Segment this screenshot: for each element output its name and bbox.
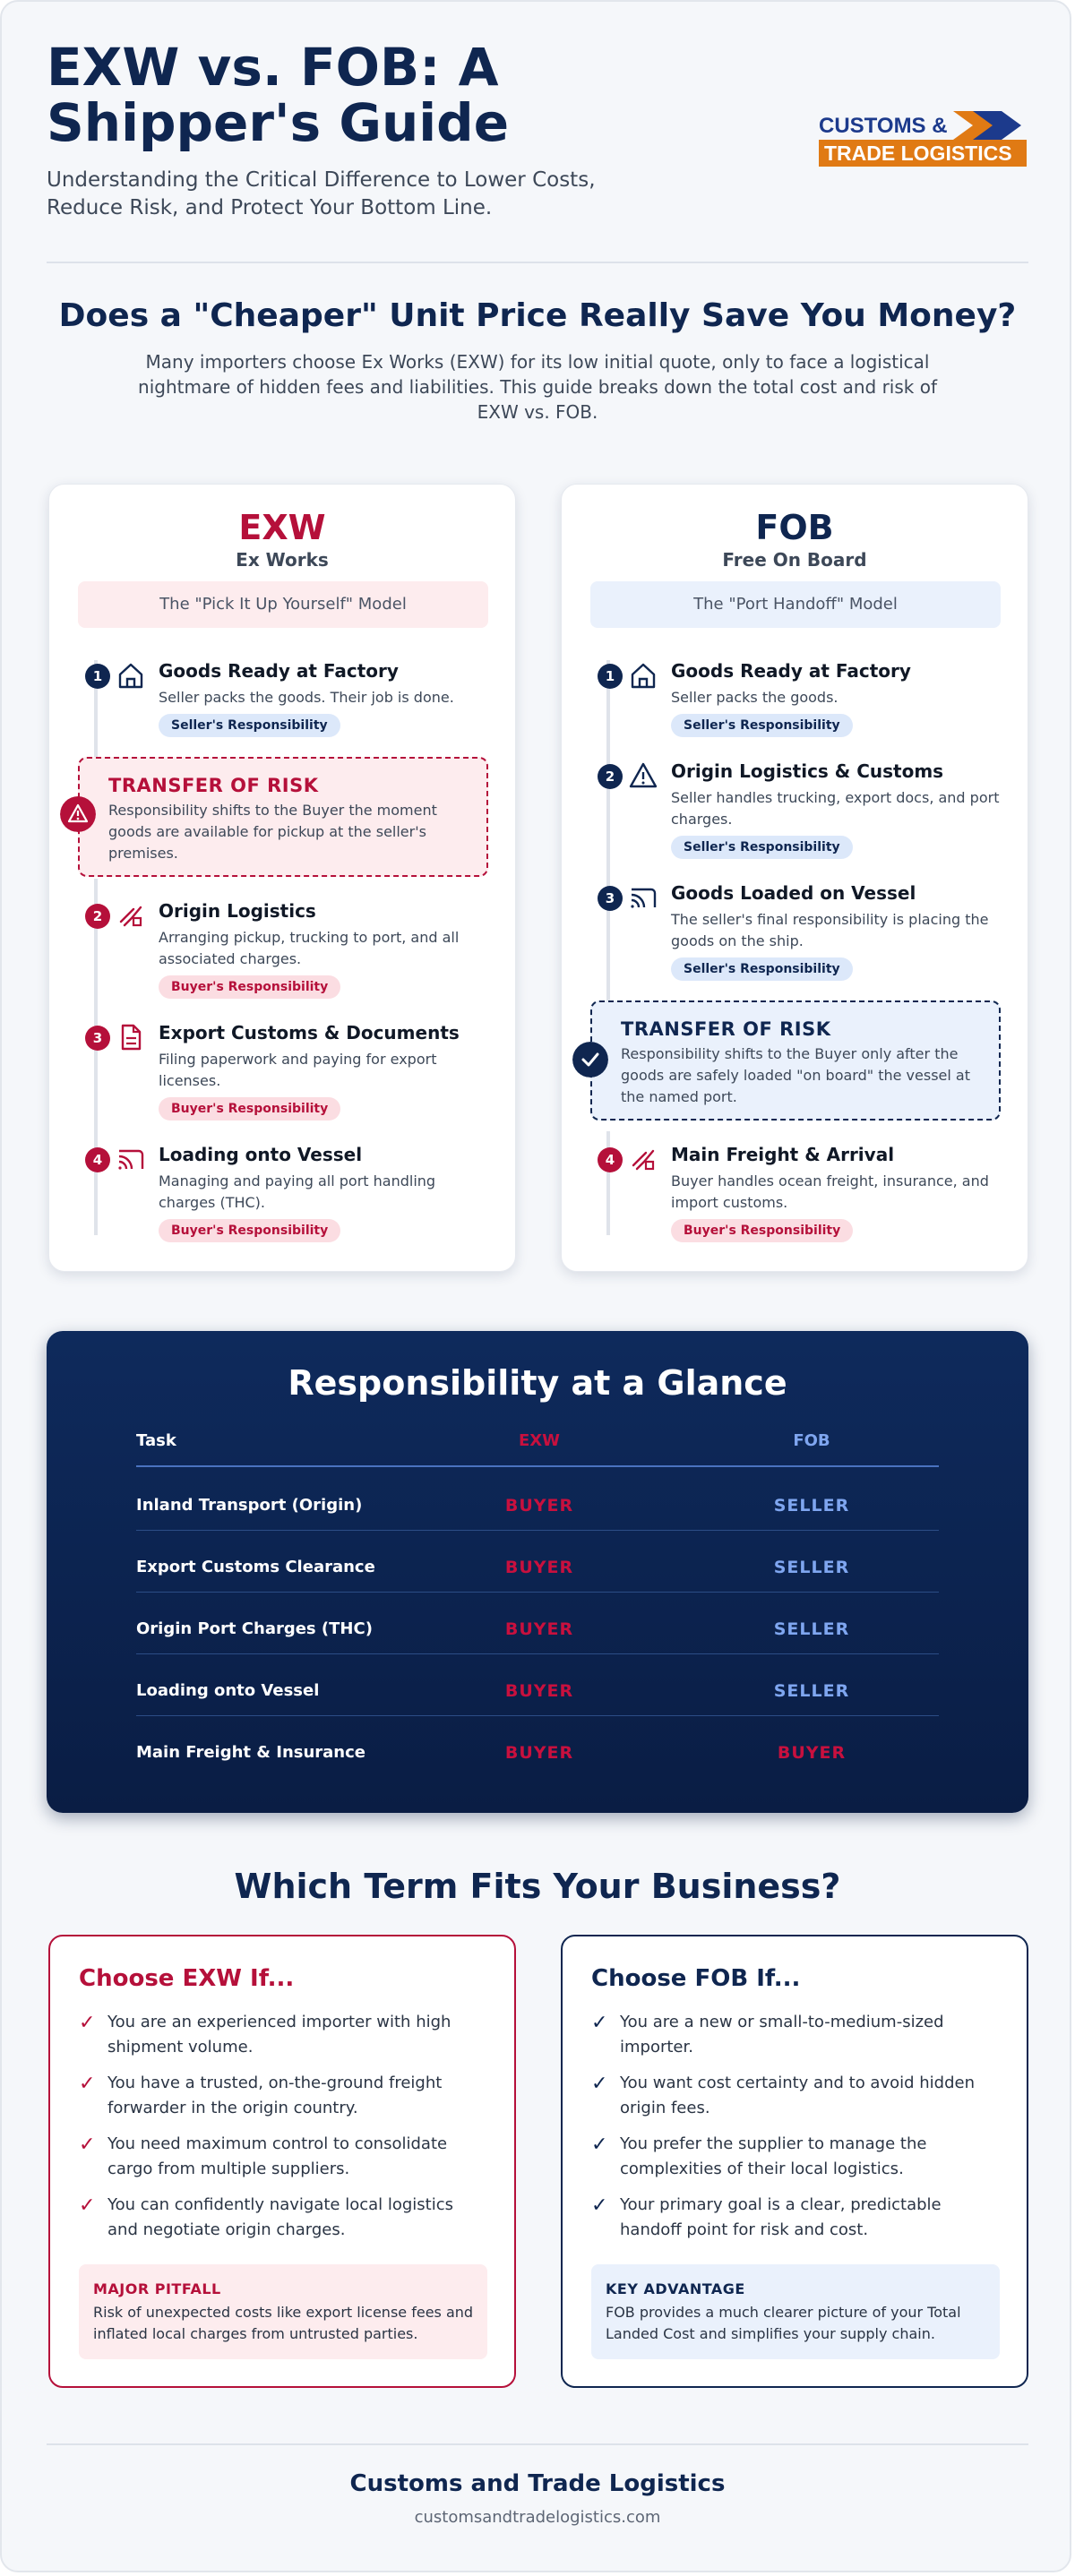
fob-model: The "Port Handoff" Model bbox=[590, 581, 1001, 628]
task-cell: Main Freight & Insurance bbox=[136, 1743, 366, 1762]
row-divider bbox=[136, 1715, 939, 1716]
step-desc: Managing and paying all port handling charges (THC). bbox=[159, 1172, 436, 1211]
list-item-text: You are an experienced importer with high shipment volume. bbox=[108, 2013, 452, 2057]
advantage-callout bbox=[591, 2264, 1000, 2359]
exw-cell: BUYER bbox=[504, 1558, 574, 1577]
column-header-fob: FOB bbox=[793, 1431, 830, 1450]
row-divider bbox=[136, 1530, 939, 1531]
intro-heading: Does a "Cheaper" Unit Price Really Save You Money? bbox=[58, 297, 1017, 334]
responsibility-badge: Seller's Responsibility bbox=[671, 836, 853, 859]
footer-url-link[interactable]: customsandtradelogistics.com bbox=[414, 2508, 661, 2527]
page-title: EXW vs. FOB: A Shipper's Guide bbox=[47, 37, 510, 153]
fob-cell: SELLER bbox=[773, 1558, 850, 1577]
fit-title: Choose FOB If... bbox=[591, 1965, 801, 1992]
exw-cell: BUYER bbox=[504, 1619, 574, 1639]
step-number: 4 bbox=[85, 1147, 110, 1172]
table-heading: Responsibility at a Glance bbox=[288, 1363, 787, 1403]
timeline-line bbox=[94, 879, 98, 1235]
pitfall-callout bbox=[79, 2264, 487, 2359]
fob-cell: SELLER bbox=[773, 1681, 850, 1701]
fob-code: FOB bbox=[755, 508, 834, 547]
exw-risk-box bbox=[78, 757, 488, 877]
intro-text: Many importers choose Ex Works (EXW) for its low initial quote, only to face a logistical nightmare of hidden fees and liabilities. This guide breaks down the total cost and risk of EXW vs. FOB. bbox=[138, 351, 937, 423]
warning-icon bbox=[628, 760, 658, 791]
task-cell: Origin Port Charges (THC) bbox=[136, 1619, 373, 1638]
step-title: Main Freight & Arrival bbox=[671, 1144, 895, 1165]
choose-fob-card bbox=[561, 1935, 1028, 2388]
list-item-text: You have a trusted, on-the-ground freight forwarder in the origin country. bbox=[108, 2074, 443, 2117]
house-icon bbox=[628, 660, 658, 691]
step-desc: Seller packs the goods. bbox=[671, 689, 838, 706]
svg-text:CUSTOMS &: CUSTOMS & bbox=[819, 114, 948, 138]
step-title: Origin Logistics & Customs bbox=[671, 760, 944, 782]
callout-title: MAJOR PITFALL bbox=[93, 2280, 221, 2297]
fit-heading: Which Term Fits Your Business? bbox=[234, 1867, 841, 1906]
risk-title: TRANSFER OF RISK bbox=[108, 775, 319, 796]
ship-icon bbox=[116, 1144, 146, 1174]
step-title: Origin Logistics bbox=[159, 900, 316, 922]
fob-cell: SELLER bbox=[773, 1619, 850, 1639]
responsibility-badge: Seller's Responsibility bbox=[671, 957, 853, 981]
step-desc: The seller's final responsibility is placing the goods on the ship. bbox=[671, 911, 989, 949]
document-icon bbox=[116, 1022, 146, 1052]
task-cell: Loading onto Vessel bbox=[136, 1681, 320, 1700]
step-number: 1 bbox=[85, 664, 110, 689]
step-number: 3 bbox=[85, 1026, 110, 1051]
list-item-text: You can confidently navigate local logistics and negotiate origin charges. bbox=[108, 2195, 454, 2239]
step-number: 2 bbox=[598, 764, 623, 789]
fob-card bbox=[561, 484, 1028, 1272]
responsibility-badge: Seller's Responsibility bbox=[671, 714, 853, 737]
header-divider bbox=[136, 1465, 939, 1467]
step-number: 1 bbox=[598, 664, 623, 689]
task-cell: Export Customs Clearance bbox=[136, 1558, 375, 1576]
responsibility-badge: Buyer's Responsibility bbox=[159, 1097, 340, 1121]
column-header-task: Task bbox=[136, 1431, 176, 1450]
list-item-text: You need maximum control to consolidate cargo from multiple suppliers. bbox=[108, 2134, 448, 2178]
fob-cell: BUYER bbox=[777, 1743, 847, 1763]
callout-title: KEY ADVANTAGE bbox=[606, 2280, 745, 2297]
exw-cell: BUYER bbox=[504, 1743, 574, 1763]
exw-card bbox=[48, 484, 516, 1272]
loading-icon bbox=[116, 900, 146, 931]
responsibility-table bbox=[47, 1331, 1028, 1813]
exw-cell: BUYER bbox=[504, 1681, 574, 1701]
fob-cell: SELLER bbox=[773, 1496, 850, 1516]
fit-title: Choose EXW If... bbox=[79, 1965, 295, 1992]
step-title: Goods Ready at Factory bbox=[671, 660, 911, 682]
column-header-exw: EXW bbox=[518, 1431, 561, 1450]
risk-desc: Responsibility shifts to the Buyer only after the goods are safely loaded "on board" the vessel at the named port. bbox=[621, 1045, 970, 1105]
step-desc: Seller packs the goods. Their job is done. bbox=[159, 689, 454, 706]
ship-icon bbox=[628, 882, 658, 913]
list-item-text: Your primary goal is a clear, predictable handoff point for risk and cost. bbox=[620, 2195, 942, 2239]
exw-cell: BUYER bbox=[504, 1496, 574, 1516]
check-icon: ✓ bbox=[79, 2012, 96, 2034]
check-icon: ✓ bbox=[79, 2194, 96, 2217]
exw-model: The "Pick It Up Yourself" Model bbox=[78, 581, 488, 628]
list-item-text: You prefer the supplier to manage the complexities of their local logistics. bbox=[620, 2134, 927, 2178]
divider bbox=[47, 262, 1028, 263]
divider bbox=[47, 2443, 1028, 2445]
company-logo bbox=[819, 107, 1030, 168]
choose-exw-card bbox=[48, 1935, 516, 2388]
responsibility-badge: Buyer's Responsibility bbox=[159, 1219, 340, 1242]
callout-text: FOB provides a much clearer picture of your Total Landed Cost and simplifies your supply chain. bbox=[606, 2304, 961, 2342]
responsibility-badge: Buyer's Responsibility bbox=[671, 1219, 853, 1242]
check-icon: ✓ bbox=[79, 2134, 96, 2156]
step-desc: Seller handles trucking, export docs, and port charges. bbox=[671, 789, 1000, 828]
fob-name: Free On Board bbox=[722, 549, 867, 571]
footer-company-name: Customs and Trade Logistics bbox=[349, 2470, 726, 2497]
step-title: Goods Loaded on Vessel bbox=[671, 882, 916, 904]
step-desc: Filing paperwork and paying for export licenses. bbox=[159, 1051, 437, 1089]
check-icon: ✓ bbox=[591, 2012, 608, 2034]
check-icon: ✓ bbox=[591, 2073, 608, 2095]
check-icon: ✓ bbox=[591, 2194, 608, 2217]
check-icon: ✓ bbox=[79, 2073, 96, 2095]
step-number: 4 bbox=[598, 1147, 623, 1172]
check-icon: ✓ bbox=[591, 2134, 608, 2156]
check-icon bbox=[572, 1042, 608, 1078]
step-title: Export Customs & Documents bbox=[159, 1022, 460, 1043]
exw-name: Ex Works bbox=[236, 549, 329, 571]
page-subtitle: Understanding the Critical Difference to Lower Costs, Reduce Risk, and Protect Your Bottom Line. bbox=[47, 168, 596, 219]
step-title: Loading onto Vessel bbox=[159, 1144, 363, 1165]
fob-risk-box bbox=[590, 1000, 1001, 1121]
responsibility-badge: Buyer's Responsibility bbox=[159, 975, 340, 999]
responsibility-badge: Seller's Responsibility bbox=[159, 714, 340, 737]
exw-code: EXW bbox=[238, 508, 326, 547]
house-icon bbox=[116, 660, 146, 691]
row-divider bbox=[136, 1592, 939, 1593]
step-desc: Buyer handles ocean freight, insurance, and import customs. bbox=[671, 1172, 989, 1211]
list-item-text: You are a new or small-to-medium-sized importer. bbox=[620, 2013, 944, 2057]
step-number: 3 bbox=[598, 886, 623, 911]
loading-icon bbox=[628, 1144, 658, 1174]
svg-text:TRADE LOGISTICS: TRADE LOGISTICS bbox=[824, 142, 1012, 165]
timeline-line bbox=[606, 660, 610, 1042]
risk-desc: Responsibility shifts to the Buyer the moment goods are available for pickup at the seller's premises. bbox=[108, 802, 437, 862]
list-item-text: You want cost certainty and to avoid hidden origin fees. bbox=[620, 2074, 976, 2117]
callout-text: Risk of unexpected costs like export license fees and inflated local charges from untrusted parties. bbox=[93, 2304, 474, 2342]
row-divider bbox=[136, 1653, 939, 1654]
warning-icon bbox=[60, 796, 96, 832]
risk-title: TRANSFER OF RISK bbox=[621, 1018, 831, 1040]
step-desc: Arranging pickup, trucking to port, and all associated charges. bbox=[159, 929, 460, 967]
step-title: Goods Ready at Factory bbox=[159, 660, 399, 682]
task-cell: Inland Transport (Origin) bbox=[136, 1496, 363, 1515]
step-number: 2 bbox=[85, 904, 110, 929]
